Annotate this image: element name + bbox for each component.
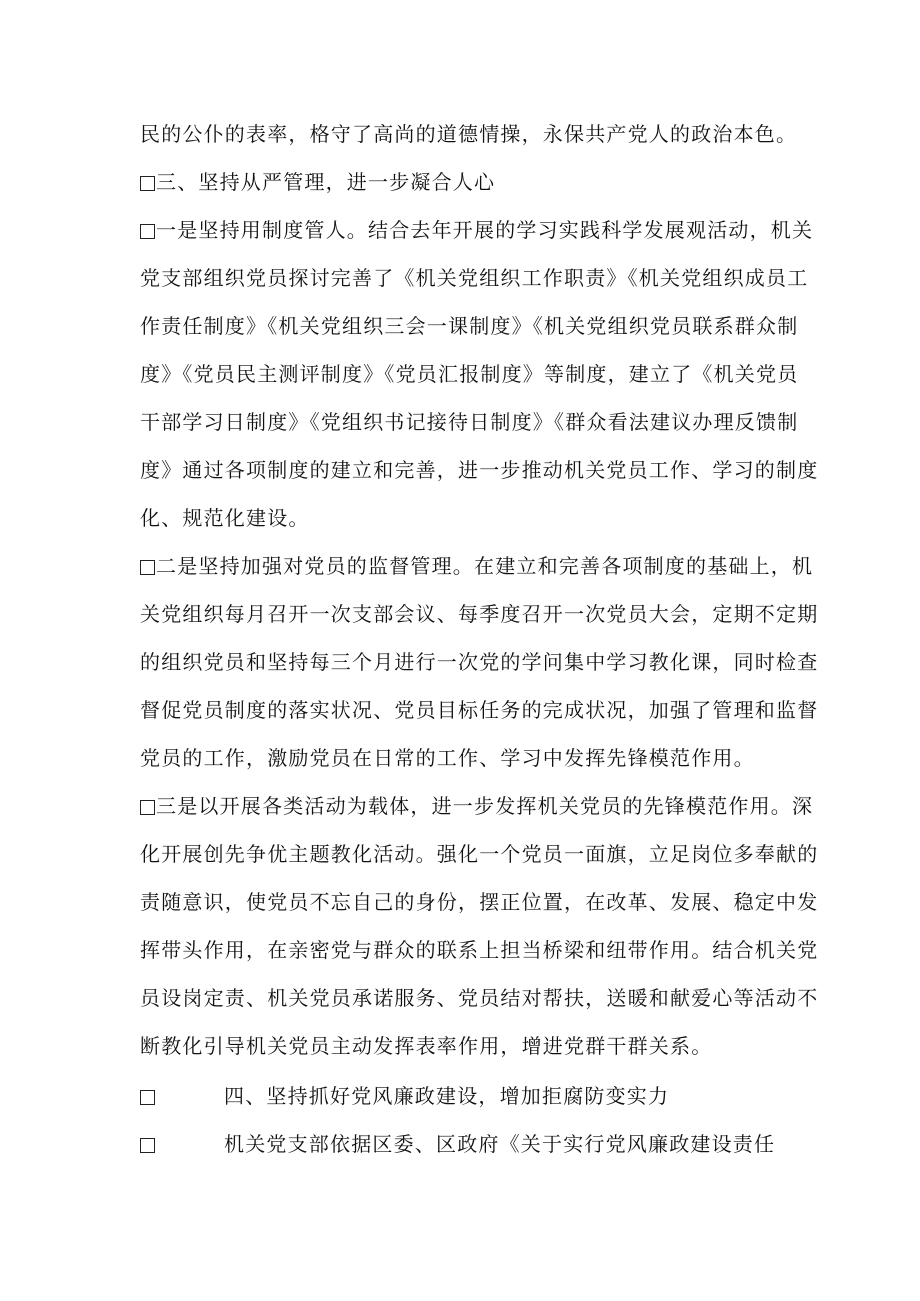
document-line — [140, 602, 819, 626]
document-line — [140, 650, 819, 674]
line-text: 二是坚持加强对党员的监督管理。在建立和完善各项制度的基础上，机 — [156, 554, 814, 578]
line-text: 三是以开展各类活动为载体，进一步发挥机关党员的先锋模范作用。深 — [156, 794, 814, 818]
line-text: 党支部组织党员探讨完善了《机关党组织工作职责》《机关党组织成员工 — [140, 266, 809, 290]
line-text: 党员的工作，激励党员在日常的工作、学习中发挥先锋模范作用。 — [140, 746, 755, 770]
line-text: 作责任制度》《机关党组织三会一课制度》《机关党组织党员联系群众制 — [140, 314, 799, 338]
document-line — [140, 170, 790, 194]
line-text: 一是坚持用制度管人。结合去年开展的学习实践科学发展观活动，机关 — [156, 218, 814, 242]
document-line — [140, 890, 819, 914]
document-line — [140, 266, 809, 290]
line-text: 民的公仆的表率，格守了高尚的道德情操，永保共产党人的政治本色。 — [140, 122, 798, 146]
document-line — [140, 794, 814, 818]
document-line — [140, 122, 798, 146]
line-text: 干部学习日制度》《党组织书记接待日制度》《群众看法建议办理反馈制 — [140, 410, 799, 434]
line-text: 化开展创先争优主题教化活动。强化一个党员一面旗，立足岗位多奉献的 — [140, 842, 819, 866]
line-text: 度》《党员民主测评制度》《党员汇报制度》等制度，建立了《机关党员 — [140, 362, 799, 386]
document-line — [140, 1132, 790, 1156]
line-text: 责随意识，使党员不忘自己的身份，摆正位置，在改革、发展、稳定中发 — [140, 890, 819, 914]
checkbox-square-icon — [140, 1138, 155, 1153]
line-text: 员设岗定责、机关党员承诺服务、党员结对帮扶，送暖和献爱心等活动不 — [140, 986, 819, 1010]
line-text: 的组织党员和坚持每三个月进行一次党的学问集中学习教化课，同时检查 — [140, 650, 819, 674]
document-line — [140, 1034, 790, 1058]
line-text: 关党组织每月召开一次支部会议、每季度召开一次党员大会，定期不定期 — [140, 602, 819, 626]
line-text: 督促党员制度的落实状况、党员目标任务的完成状况，加强了管理和监督 — [140, 698, 819, 722]
line-text: 三、坚持从严管理，进一步凝合人心 — [156, 170, 496, 194]
document-line — [140, 842, 819, 866]
document-line — [140, 506, 790, 530]
document-line — [140, 362, 799, 386]
checkbox-square-icon — [140, 1090, 155, 1105]
line-text: 机关党支部依据区委、区政府《关于实行党风廉政建设责任 — [224, 1132, 776, 1156]
document-line — [140, 458, 819, 482]
document-line — [140, 938, 819, 962]
checkbox-square-icon — [140, 800, 155, 815]
line-text: 度》通过各项制度的建立和完善，进一步推动机关党员工作、学习的制度 — [140, 458, 819, 482]
checkbox-square-icon — [140, 224, 155, 239]
checkbox-square-icon — [140, 176, 155, 191]
document-line — [140, 746, 790, 770]
line-text: 挥带头作用，在亲密党与群众的联系上担当桥梁和纽带作用。结合机关党 — [140, 938, 819, 962]
document-line — [140, 218, 814, 242]
checkbox-square-icon — [140, 560, 155, 575]
line-text: 化、规范化建设。 — [140, 506, 310, 530]
line-text: 四、坚持抓好党风廉政建设，增加拒腐防变实力 — [224, 1084, 670, 1108]
document-line — [140, 314, 799, 338]
document-line — [140, 410, 799, 434]
document-line — [140, 554, 814, 578]
line-text: 断教化引导机关党员主动发挥表率作用，增进党群干群关系。 — [140, 1034, 713, 1058]
document-line — [140, 986, 819, 1010]
document-line — [140, 1084, 790, 1108]
document-line — [140, 698, 819, 722]
